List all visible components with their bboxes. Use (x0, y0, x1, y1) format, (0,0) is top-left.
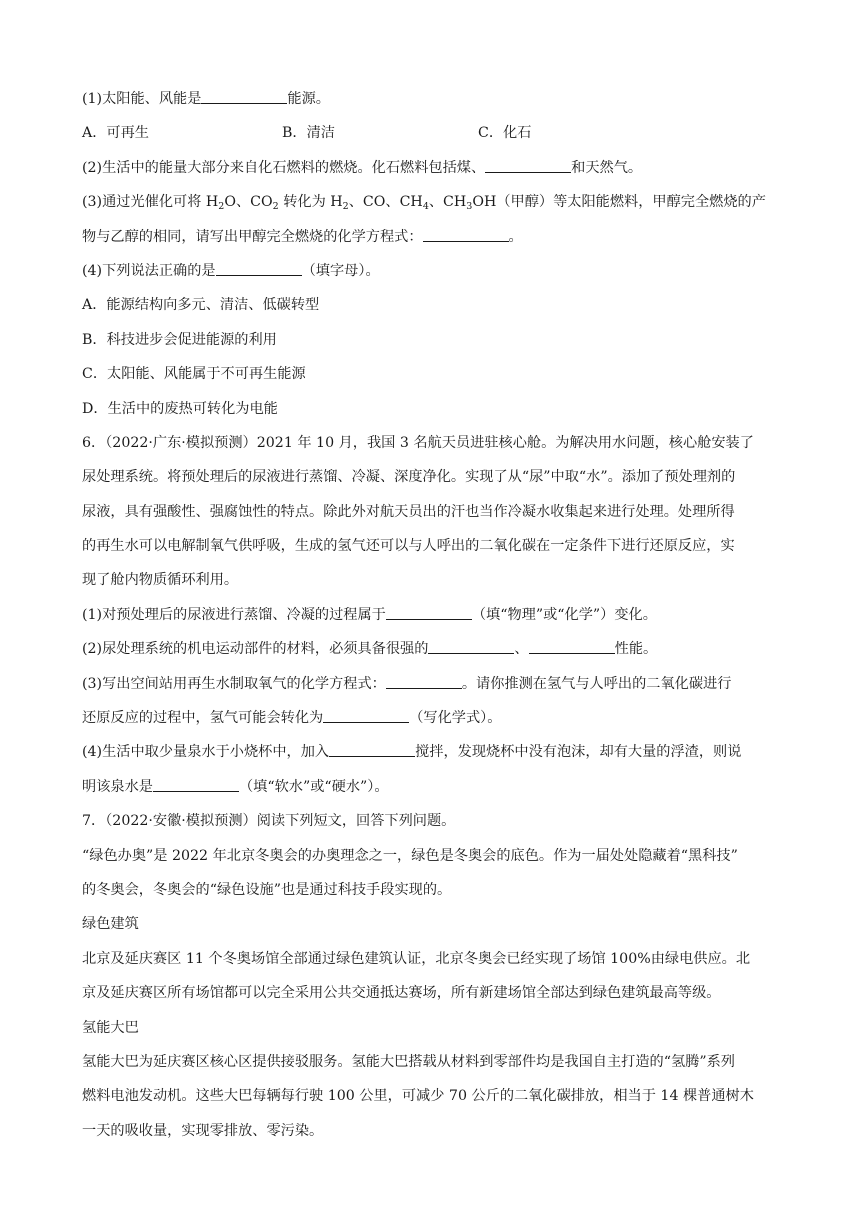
option-c: C．化石 (478, 125, 532, 142)
answer-blank[interactable] (529, 638, 615, 654)
answer-blank[interactable] (485, 157, 571, 173)
q7-para3-line3: 一天的吸收量，实现零排放、零污染。 (82, 1122, 324, 1139)
q7-para2-line2: 京及延庆赛区所有场馆都可以完全采用公共交通抵达赛场，所有新建场馆全部达到绿色建筑最高等级。 (82, 985, 721, 1002)
option-b: B．清洁 (282, 125, 335, 142)
q7-heading-green-building: 绿色建筑 (82, 916, 139, 933)
answer-blank[interactable] (329, 741, 415, 757)
document-page (82, 88, 782, 1154)
answer-blank[interactable] (216, 260, 302, 276)
q6-part1: (1)对预处理后的尿液进行蒸馏、冷凝的过程属于 （填“物理”或“化学”）变化。 (82, 604, 782, 627)
q5-part1-options (82, 122, 782, 145)
answer-blank[interactable] (386, 604, 472, 620)
q5-part1: (1)太阳能、风能是 能源。 (82, 88, 782, 111)
q6-part2: (2)尿处理系统的机电运动部件的材料，必须具备很强的 、 性能。 (82, 638, 782, 661)
q5-part4: (4)下列说法正确的是 （填字母）。 (82, 260, 782, 283)
q7-heading-hydrogen-bus: 氢能大巴 (82, 1019, 139, 1036)
q6-part4-line2: 明该泉水是 （填“软水”或“硬水”）。 (82, 776, 782, 799)
q6-part4-line1: (4)生活中取少量泉水于小烧杯中，加入 搅拌，发现烧杯中没有泡沫，却有大量的浮渣，则说 (82, 741, 782, 764)
q7-para2-line1: 北京及延庆赛区 11 个冬奥场馆全部通过绿色建筑认证，北京冬奥会已经实现了场馆 100%由绿电供应。北 (82, 950, 751, 967)
option-a: A．可再生 (82, 125, 149, 142)
answer-blank[interactable] (386, 673, 462, 689)
q6-intro-line4: 的再生水可以电解制氧气供呼吸，生成的氢气还可以与人呼出的二氧化碳在一定条件下进行还原反应，实 (82, 538, 735, 555)
q6-part3-line1: (3)写出空间站用再生水制取氧气的化学方程式： 。请你推测在氢气与人呼出的二氧化碳进行 (82, 673, 782, 696)
answer-blank[interactable] (423, 226, 509, 242)
q6-part3-line2: 还原反应的过程中，氢气可能会转化为 （写化学式）。 (82, 707, 782, 730)
answer-blank[interactable] (201, 88, 287, 104)
q7-para1-line2: 的冬奥会，冬奥会的“绿色设施”也是通过科技手段实现的。 (82, 881, 452, 898)
q5-part4-option-d: D．生活中的废热可转化为电能 (82, 400, 278, 417)
q7-para3-line2: 燃料电池发动机。这些大巴每辆每行驶 100 公里，可减少 70 公斤的二氧化碳排放，相当于 14 棵普通树木 (82, 1088, 754, 1105)
q5-part3-line1: (3)通过光催化可将 $H_2O$、$CO_2$ 转化为 $H_2$、CO、$CH_4$、$CH_3OH$（甲醇）等太阳能燃料，甲醇完全燃烧的产 (82, 194, 766, 213)
q5-part3-line2: 物与乙醇的相同，请写出甲醇完全燃烧的化学方程式： 。 (82, 226, 782, 249)
q7-para1-line1: “绿色办奥”是 2022 年北京冬奥会的办奥理念之一，绿色是冬奥会的底色。作为一届处处隐藏着“黑科技” (82, 847, 738, 864)
answer-blank[interactable] (323, 707, 409, 723)
q7-para3-line1: 氢能大巴为延庆赛区核心区提供接驳服务。氢能大巴搭载从材料到零部件均是我国自主打造的“氢腾”系列 (82, 1053, 735, 1070)
q5-part2: (2)生活中的能量大部分来自化石燃料的燃烧。化石燃料包括煤、 和天然气。 (82, 157, 782, 180)
q5-part4-option-a: A．能源结构向多元、清洁、低碳转型 (82, 297, 320, 314)
q6-intro-line5: 现了舱内物质循环利用。 (82, 572, 239, 589)
q5-part4-option-b: B．科技进步会促进能源的利用 (82, 331, 277, 348)
answer-blank[interactable] (428, 638, 514, 654)
q5-part4-option-c: C．太阳能、风能属于不可再生能源 (82, 366, 306, 383)
q7-intro: 7．（2022·安徽·模拟预测）阅读下列短文，回答下列问题。 (82, 813, 456, 830)
answer-blank[interactable] (153, 776, 239, 792)
q6-intro-line3: 尿液，具有强酸性、强腐蚀性的特点。除此外对航天员出的汗也当作冷凝水收集起来进行处理。处理所得 (82, 503, 735, 520)
q6-intro-line2: 尿处理系统。将预处理后的尿液进行蒸馏、冷凝、深度净化。实现了从“尿”中取“水”。添加了预处理剂的 (82, 469, 736, 486)
q6-intro-line1: 6．（2022·广东·模拟预测）2021 年 10 月，我国 3 名航天员进驻核心舱。为解决用水问题，核心舱安装了 (82, 434, 754, 451)
